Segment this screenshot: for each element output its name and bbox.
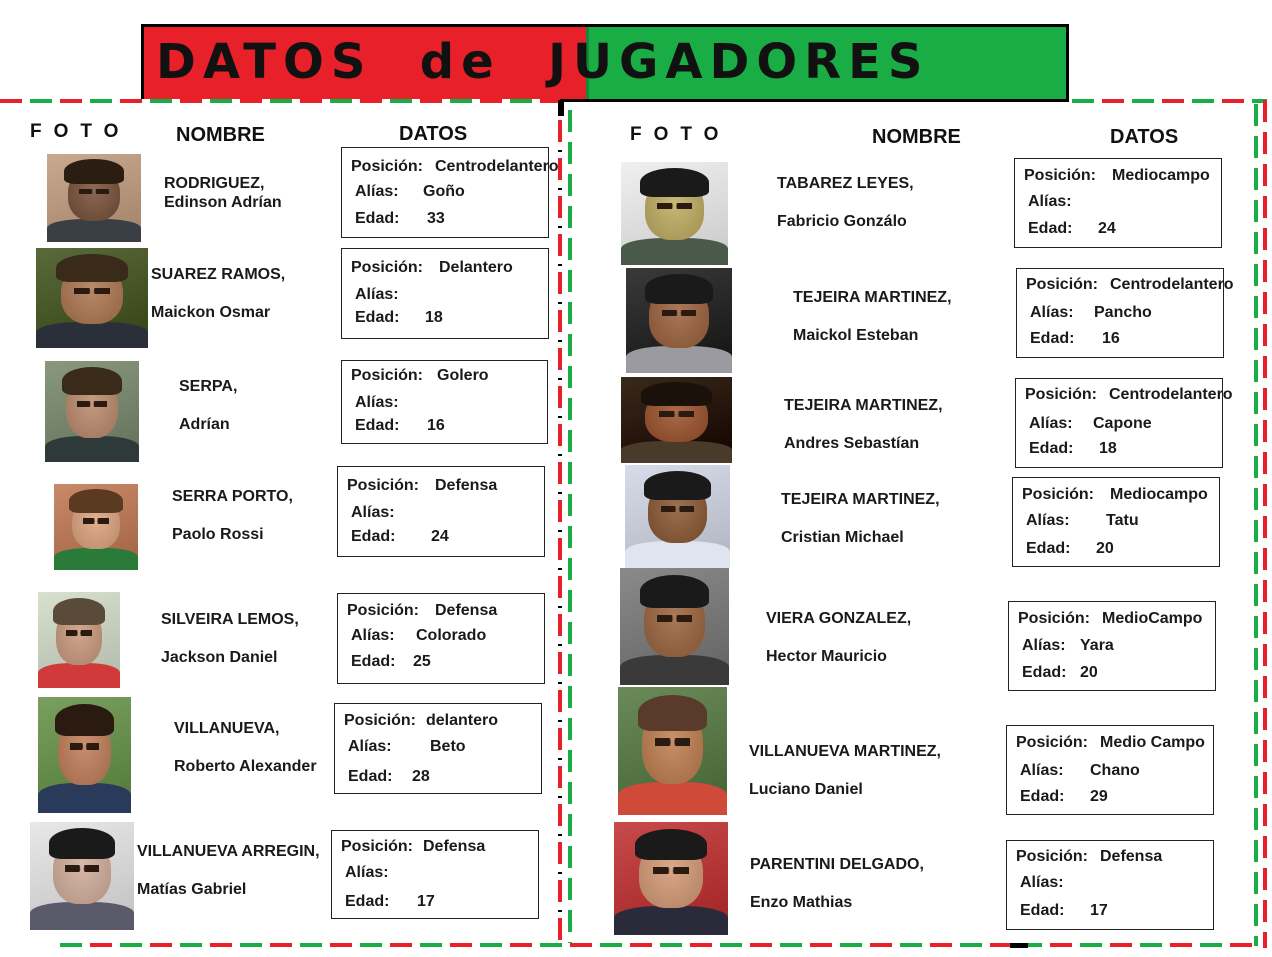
photo-hair (62, 367, 122, 395)
player-surname: SERPA, (179, 378, 238, 395)
photo-hair (644, 471, 711, 500)
position-row (1016, 848, 1163, 866)
age-row (348, 768, 430, 786)
age-value: 24 (1098, 220, 1116, 237)
player-name (172, 487, 293, 544)
position-value: Defensa (435, 602, 498, 619)
age-label: Edad: (355, 309, 400, 326)
player-photo (38, 697, 131, 813)
position-label: Posición: (341, 838, 414, 855)
player-name (793, 288, 952, 345)
position-label: Posición: (347, 602, 420, 619)
player-given-name: Jackson Daniel (161, 649, 278, 666)
center-divider-black (558, 100, 564, 116)
position-value: Golero (437, 367, 489, 384)
position-label: Posición: (1024, 167, 1097, 184)
position-row (1026, 276, 1234, 294)
position-value: Mediocampo (1112, 167, 1210, 184)
position-row (344, 712, 499, 730)
photo-eyes (66, 630, 92, 636)
age-label: Edad: (1026, 540, 1071, 557)
alias-label: Alías: (351, 627, 395, 644)
player-surname: RODRIGUEZ, (164, 175, 265, 192)
age-label: Edad: (348, 768, 393, 785)
alias-value: Capone (1093, 415, 1152, 432)
photo-eyes (74, 288, 110, 294)
player-data-box (1006, 725, 1214, 815)
player-data-box (1012, 477, 1220, 567)
position-row (351, 259, 513, 277)
age-value: 29 (1090, 788, 1108, 805)
alias-row (351, 504, 395, 522)
photo-shirt (621, 441, 732, 463)
player-name (161, 610, 299, 667)
player-surname: TEJEIRA MARTINEZ, (793, 289, 952, 306)
position-value: delantero (426, 712, 499, 729)
alias-value: Pancho (1094, 304, 1152, 321)
right-name-header: NOMBRE (872, 126, 961, 148)
position-label: Posición: (1018, 610, 1091, 627)
photo-shirt (621, 238, 728, 265)
age-row (345, 893, 435, 911)
position-label: Posición: (1022, 486, 1095, 503)
position-value: Defensa (423, 838, 486, 855)
position-row (351, 158, 559, 176)
position-value: Defensa (435, 477, 498, 494)
photo-shirt (614, 906, 728, 935)
player-given-name: Maickon Osmar (151, 304, 271, 321)
player-name (179, 377, 237, 434)
alias-label: Alías: (355, 286, 399, 303)
player-given-name: Matías Gabriel (137, 881, 247, 898)
alias-value: Tatu (1106, 512, 1139, 529)
player-data-box (341, 360, 548, 444)
photo-shirt (36, 322, 148, 348)
player-given-name: Maickol Esteban (793, 327, 919, 344)
age-label: Edad: (1028, 220, 1073, 237)
player-name (137, 842, 320, 899)
player-surname: VILLANUEVA ARREGIN, (137, 843, 320, 860)
player-given-name: Enzo Mathias (750, 894, 853, 911)
player-given-name: Adrían (179, 416, 230, 433)
age-value: 28 (412, 768, 430, 785)
left-data-header: DATOS (399, 123, 468, 145)
player-data-box (341, 248, 549, 339)
alias-row (355, 394, 399, 412)
photo-hair (49, 828, 116, 858)
photo-shirt (618, 782, 727, 815)
alias-value: Chano (1090, 762, 1140, 779)
position-label: Posición: (351, 367, 424, 384)
player-photo (621, 162, 728, 265)
photo-eyes (662, 310, 696, 316)
age-row (1020, 788, 1108, 806)
page-title (156, 34, 930, 90)
alias-row (355, 286, 399, 304)
player-name (777, 174, 914, 231)
player-photo (625, 465, 730, 568)
player-name (749, 742, 941, 799)
player-name (174, 719, 317, 776)
alias-row (1020, 874, 1064, 892)
alias-label: Alías: (1020, 762, 1064, 779)
age-label: Edad: (355, 210, 400, 227)
player-name (164, 174, 282, 212)
photo-shirt (626, 346, 732, 373)
player-data-box (337, 593, 545, 684)
age-value: 16 (1102, 330, 1120, 347)
left-name-header: NOMBRE (176, 124, 265, 146)
photo-eyes (657, 615, 692, 622)
player-given-name: Andres Sebastían (784, 435, 920, 452)
player-given-name: Fabricio Gonzálo (777, 213, 907, 230)
player-data-box (341, 147, 559, 238)
player-name (784, 396, 943, 453)
position-row (1024, 167, 1210, 185)
photo-eyes (70, 743, 100, 750)
age-value: 20 (1080, 664, 1098, 681)
age-label: Edad: (1020, 788, 1065, 805)
photo-shirt (38, 663, 120, 688)
photo-eyes (659, 411, 695, 416)
player-given-name: Roberto Alexander (174, 758, 317, 775)
player-photo (47, 154, 141, 242)
position-value: MedioCampo (1102, 610, 1203, 627)
player-data-box (1016, 268, 1234, 358)
position-value: Centrodelantero (435, 158, 559, 175)
photo-shirt (45, 436, 139, 462)
position-row (1025, 386, 1233, 404)
position-label: Posición: (1016, 734, 1089, 751)
position-value: Medio Campo (1100, 734, 1205, 751)
player-surname: SUAREZ RAMOS, (151, 266, 286, 283)
player-given-name: Luciano Daniel (749, 781, 863, 798)
player-photo (38, 592, 120, 688)
title-left-text: DATOS de J (156, 34, 573, 90)
photo-eyes (83, 518, 110, 523)
position-value: Mediocampo (1110, 486, 1208, 503)
alias-value: Yara (1080, 637, 1114, 654)
player-given-name: Paolo Rossi (172, 526, 264, 543)
player-data-box (1014, 158, 1222, 248)
photo-eyes (661, 506, 695, 512)
position-value: Centrodelantero (1110, 276, 1234, 293)
age-row (355, 417, 445, 435)
photo-eyes (657, 203, 691, 209)
age-value: 16 (427, 417, 445, 434)
alias-label: Alías: (351, 504, 395, 521)
alias-row (1022, 637, 1114, 655)
age-label: Edad: (1020, 902, 1065, 919)
age-label: Edad: (1029, 440, 1074, 457)
player-surname: SILVEIRA LEMOS, (161, 611, 299, 628)
player-data-box (331, 830, 539, 919)
player-surname: VILLANUEVA, (174, 720, 280, 737)
photo-eyes (77, 401, 107, 407)
alias-row (1028, 193, 1072, 211)
player-surname: SERRA PORTO, (172, 488, 293, 505)
player-name (750, 855, 924, 912)
bottom-black-mark (1010, 943, 1028, 948)
bottom-border (60, 943, 1252, 947)
player-photo (621, 377, 732, 463)
alias-value: Goño (423, 183, 465, 200)
position-value: Defensa (1100, 848, 1163, 865)
alias-label: Alías: (355, 183, 399, 200)
player-photo (626, 268, 732, 373)
photo-shirt (625, 541, 730, 568)
age-value: 20 (1096, 540, 1114, 557)
position-row (1018, 610, 1203, 628)
photo-shirt (54, 548, 138, 570)
alias-label: Alías: (1022, 637, 1066, 654)
player-data-box (1008, 601, 1216, 691)
alias-label: Alías: (1030, 304, 1074, 321)
photo-shirt (47, 219, 141, 242)
alias-row (1029, 415, 1152, 433)
position-row (351, 367, 489, 385)
alias-row (1020, 762, 1140, 780)
player-data-box (1006, 840, 1214, 930)
right-photo-header: FOTO (630, 124, 731, 145)
center-divider-red (558, 120, 562, 946)
age-row (1022, 664, 1098, 682)
age-row (1020, 902, 1108, 920)
position-label: Posición: (351, 259, 424, 276)
alias-label: Alías: (1028, 193, 1072, 210)
age-row (355, 309, 443, 327)
right-border-green (1254, 104, 1258, 946)
top-right-border (1072, 99, 1267, 103)
age-row (1030, 330, 1120, 348)
player-photo (54, 484, 138, 570)
player-data-box (337, 466, 545, 557)
player-photo (30, 822, 134, 930)
alias-row (351, 627, 487, 645)
player-surname: VILLANUEVA MARTINEZ, (749, 743, 941, 760)
age-value: 33 (427, 210, 445, 227)
age-value: 17 (417, 893, 435, 910)
age-row (1029, 440, 1117, 458)
age-row (351, 528, 449, 546)
alias-value: Colorado (416, 627, 487, 644)
alias-row (345, 864, 389, 882)
player-photo (614, 822, 728, 935)
player-name (766, 609, 911, 666)
player-surname: TEJEIRA MARTINEZ, (784, 397, 943, 414)
position-label: Posición: (1026, 276, 1099, 293)
alias-row (348, 738, 466, 756)
alias-row (355, 183, 465, 201)
age-label: Edad: (1022, 664, 1067, 681)
alias-label: Alías: (355, 394, 399, 411)
photo-shirt (620, 655, 729, 685)
age-row (351, 653, 431, 671)
position-row (1022, 486, 1208, 504)
left-photo-header: FOTO (30, 121, 131, 142)
age-label: Edad: (355, 417, 400, 434)
position-label: Posición: (347, 477, 420, 494)
right-data-header: DATOS (1110, 126, 1179, 148)
age-value: 24 (431, 528, 449, 545)
age-label: Edad: (345, 893, 390, 910)
title-right-text: UGADORES (573, 34, 930, 90)
position-row (1016, 734, 1205, 752)
photo-shirt (38, 783, 131, 813)
position-label: Posición: (1016, 848, 1089, 865)
age-label: Edad: (351, 653, 396, 670)
age-value: 17 (1090, 902, 1108, 919)
alias-label: Alías: (348, 738, 392, 755)
alias-value: Beto (430, 738, 466, 755)
alias-row (1030, 304, 1152, 322)
right-border-red (1263, 100, 1267, 948)
player-photo (45, 361, 139, 462)
age-label: Edad: (351, 528, 396, 545)
photo-eyes (65, 865, 98, 871)
player-given-name: Hector Mauricio (766, 648, 887, 665)
photo-hair (635, 829, 708, 861)
alias-row (1026, 512, 1139, 530)
photo-hair (645, 274, 713, 303)
age-value: 18 (1099, 440, 1117, 457)
photo-hair (56, 254, 128, 282)
player-data-box (334, 703, 542, 794)
age-row (1028, 220, 1116, 238)
age-value: 18 (425, 309, 443, 326)
player-data-box (1015, 378, 1233, 468)
position-label: Posición: (1025, 386, 1098, 403)
position-value: Centrodelantero (1109, 386, 1233, 403)
player-photo (620, 568, 729, 685)
photo-hair (55, 704, 115, 736)
position-label: Posición: (344, 712, 417, 729)
player-surname: TEJEIRA MARTINEZ, (781, 491, 940, 508)
age-row (1026, 540, 1114, 558)
player-surname: VIERA GONZALEZ, (766, 610, 912, 627)
photo-hair (638, 695, 708, 731)
age-row (355, 210, 445, 228)
photo-hair (53, 598, 105, 625)
photo-eyes (79, 189, 109, 194)
position-row (347, 602, 498, 620)
player-surname: TABAREZ LEYES, (777, 175, 914, 192)
photo-hair (64, 159, 124, 184)
photo-hair (69, 489, 123, 513)
player-given-name: Cristian Michael (781, 529, 904, 546)
photo-eyes (655, 738, 690, 746)
age-value: 25 (413, 653, 431, 670)
photo-shirt (30, 902, 134, 930)
alias-label: Alías: (1026, 512, 1070, 529)
position-label: Posición: (351, 158, 424, 175)
player-name (781, 490, 940, 547)
center-divider-green (568, 110, 572, 946)
position-row (341, 838, 486, 856)
photo-hair (640, 575, 710, 608)
position-row (347, 477, 498, 495)
player-surname: PARENTINI DELGADO, (750, 856, 924, 873)
alias-label: Alías: (1029, 415, 1073, 432)
player-photo (36, 248, 148, 348)
photo-hair (640, 168, 708, 197)
player-photo (618, 687, 727, 815)
photo-eyes (653, 867, 689, 874)
player-given-name: Edinson Adrían (164, 194, 282, 211)
player-name (151, 265, 285, 322)
alias-label: Alías: (345, 864, 389, 881)
position-value: Delantero (439, 259, 513, 276)
alias-label: Alías: (1020, 874, 1064, 891)
top-left-border (0, 99, 560, 103)
age-label: Edad: (1030, 330, 1075, 347)
photo-hair (641, 382, 712, 406)
